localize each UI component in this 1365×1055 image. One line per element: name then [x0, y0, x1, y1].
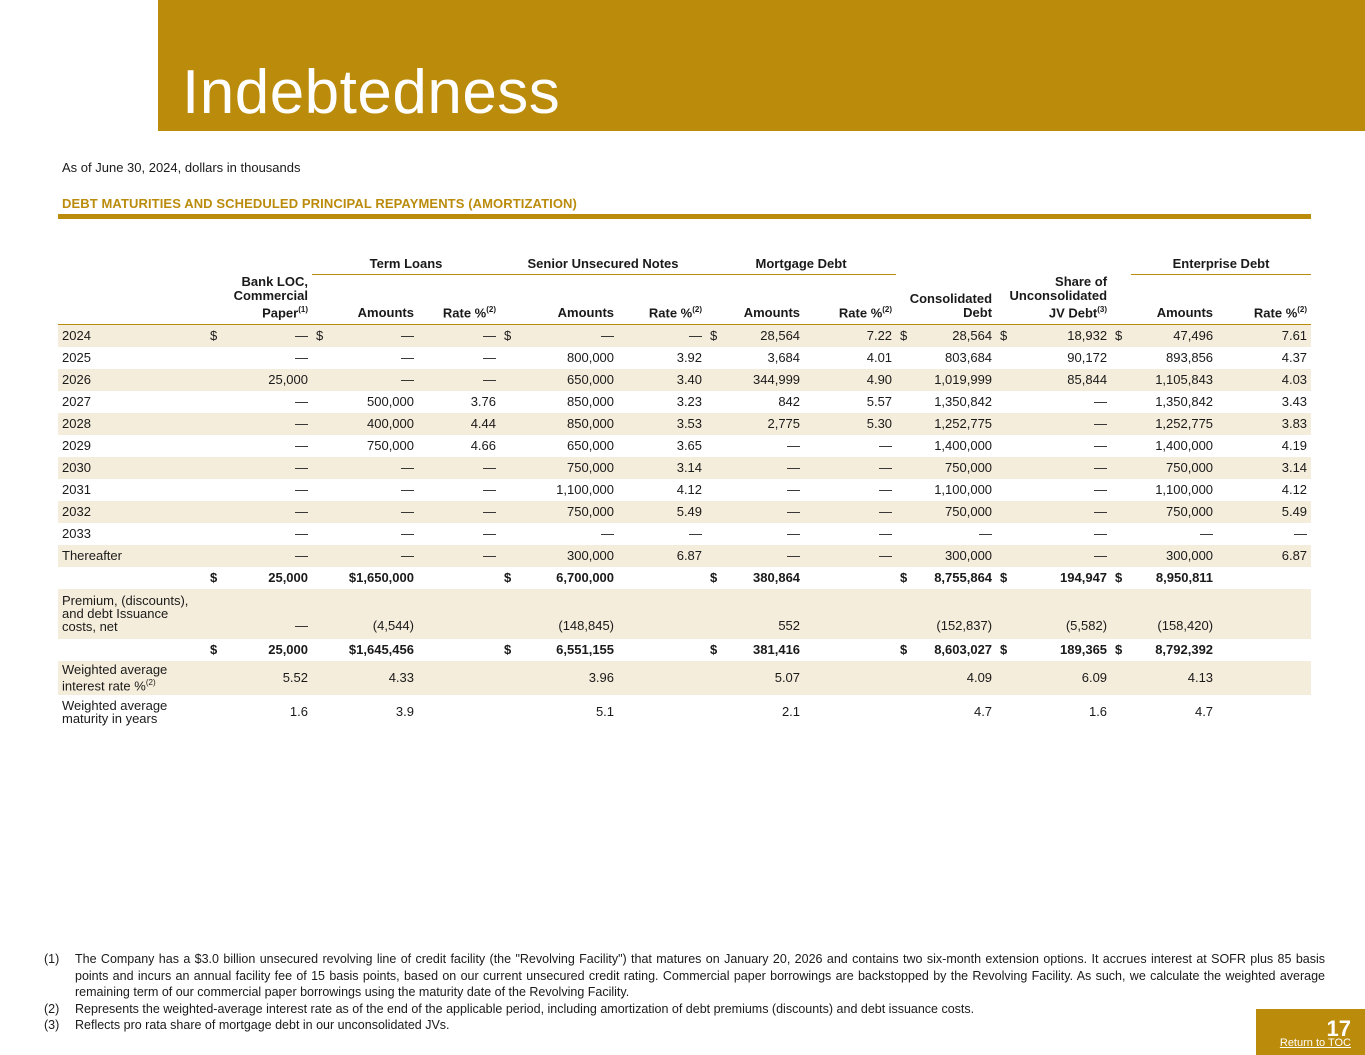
- table-cell: 7.61: [1217, 324, 1311, 347]
- table-cell: 7.22: [804, 324, 896, 347]
- row-label: Weighted average maturity in years: [62, 697, 168, 726]
- table-cell: 4.12: [676, 482, 703, 498]
- footnotes: [44, 951, 1325, 1034]
- table-cell: 28,564: [916, 324, 996, 347]
- table-cell: 750,000: [1131, 501, 1217, 523]
- table-cell: 3.14: [1217, 457, 1311, 479]
- table-cell: —: [295, 394, 308, 410]
- col-notes-rate: Rate %$^{(2)}$: [618, 275, 706, 325]
- row-label: 2027: [62, 394, 91, 410]
- table-cell: —: [418, 324, 500, 347]
- table-cell: 85,844: [1016, 369, 1111, 391]
- table-cell: —: [726, 501, 804, 523]
- table-cell: 3,684: [767, 350, 801, 366]
- row-label: Premium, (discounts), and debt Issuance costs, net: [58, 589, 206, 639]
- row-label: 2031: [62, 482, 91, 498]
- table-cell: —: [804, 545, 896, 567]
- table-cell: —: [295, 482, 308, 498]
- table-cell: 3.43: [1281, 394, 1308, 410]
- table-cell: 1,100,000: [1155, 482, 1214, 498]
- table-cell: —: [787, 526, 801, 542]
- table-cell: —: [879, 482, 893, 498]
- group-enterprise-debt: Enterprise Debt: [1131, 249, 1311, 275]
- table-cell: —: [726, 545, 804, 567]
- table-cell: 1,019,999: [916, 369, 996, 391]
- totals-row: $ 25,000 $1,650,000 $ 6,700,000 $ 380,864 $ 8,755,864 $ 194,947 $ 8,950,811: [210, 570, 1214, 586]
- table-cell: —: [401, 350, 414, 366]
- table-cell: $: [1111, 324, 1131, 347]
- table-cell: 28,564: [726, 324, 804, 347]
- table-cell: —: [418, 369, 500, 391]
- table-cell: $: [996, 324, 1016, 347]
- table-cell: 803,684: [945, 350, 993, 366]
- table-cell: —: [1294, 526, 1308, 542]
- table-row: [58, 391, 1311, 413]
- table-row: [58, 457, 1311, 479]
- table-cell: $: [896, 324, 916, 347]
- table-cell: 750,000: [367, 438, 414, 454]
- col-enterprise-rate: Rate %$^{(2)}$: [1217, 275, 1311, 325]
- table-cell: 2,775: [726, 413, 804, 435]
- table-cell: 1,350,842: [934, 394, 993, 410]
- col-mortgage-amounts: Amounts: [706, 275, 804, 325]
- net-total-row: $ 25,000 $1,645,456 $ 6,551,155 $ 381,416 $ 8,603,027 $ 189,365 $ 8,792,392: [210, 642, 1214, 658]
- table-cell: 5.49: [618, 501, 706, 523]
- table-cell: —: [1016, 413, 1111, 435]
- table-row: [58, 324, 1311, 347]
- table-row: [58, 523, 1311, 545]
- table-cell: 850,000: [567, 394, 615, 410]
- table-cell: 47,496: [1131, 324, 1217, 347]
- table-cell: 400,000: [332, 413, 418, 435]
- table-cell: —: [295, 350, 308, 366]
- table-cell: —: [787, 482, 801, 498]
- return-to-toc-link[interactable]: Return to TOC: [1279, 1037, 1351, 1049]
- table-cell: —: [804, 457, 896, 479]
- table-cell: —: [618, 324, 706, 347]
- table-cell: 300,000: [520, 545, 618, 567]
- table-cell: 6.87: [1217, 545, 1311, 567]
- row-label: Thereafter: [58, 545, 206, 567]
- table-cell: —: [332, 501, 418, 523]
- table-row: [58, 479, 1311, 501]
- table-cell: —: [1016, 501, 1111, 523]
- group-senior-notes: Senior Unsecured Notes: [500, 249, 706, 275]
- col-term-amounts: Amounts: [312, 275, 418, 325]
- col-consolidated-debt: Consolidated Debt: [896, 275, 996, 325]
- group-mortgage-debt: Mortgage Debt: [706, 249, 896, 275]
- table-cell: —: [1016, 457, 1111, 479]
- row-label: 2030: [58, 457, 206, 479]
- table-cell: $: [206, 324, 226, 347]
- table-cell: 750,000: [1131, 457, 1217, 479]
- table-cell: 3.40: [618, 369, 706, 391]
- table-cell: 3.92: [676, 350, 703, 366]
- table-cell: 4.37: [1281, 350, 1308, 366]
- section-title: DEBT MATURITIES AND SCHEDULED PRINCIPAL REPAYMENTS (AMORTIZATION): [62, 196, 577, 211]
- table-cell: 6.87: [618, 545, 706, 567]
- row-label: 2029: [62, 438, 91, 454]
- table-cell: 1,400,000: [1155, 438, 1214, 454]
- table-cell: 3.83: [1217, 413, 1311, 435]
- group-header-row: [58, 249, 1311, 275]
- table-cell: —: [483, 526, 497, 542]
- row-label: 2033: [62, 526, 91, 542]
- row-label: 2024: [58, 324, 206, 347]
- table-cell: 4.12: [1281, 482, 1308, 498]
- debt-maturities-table: [58, 249, 1311, 729]
- table-cell: —: [689, 526, 703, 542]
- table-cell: 1,252,775: [916, 413, 996, 435]
- table-cell: 1,100,000: [556, 482, 615, 498]
- footnote-1: (1) The Company has a $3.0 billion unsecured revolving line of credit facility (the "Revolving Facility") that matures on January 20, 2026 and contains two six-month extension options. It accrues interest at SOFR plus 85 basis points and incurs an annual facility fee of 15 basis points, based on our current unsecured credit rating. Commercial paper borrowings are backstopped by the Revolving Facility. As such, we calculate the weighted average remaining term of our commercial paper borrowings using the maturity date of the Revolving Facility.: [44, 952, 1325, 999]
- weighted-rate-row: Weighted average interest rate %$^{(2)}$ 5.52 4.33 3.96 5.07 4.09 6.09 4.13: [58, 661, 1311, 695]
- page-number-box: [1256, 1009, 1365, 1055]
- table-cell: 300,000: [1131, 545, 1217, 567]
- table-row: [58, 413, 1311, 435]
- table-cell: $: [312, 324, 332, 347]
- table-cell: $: [706, 324, 726, 347]
- table-cell: —: [879, 526, 893, 542]
- row-label: Weighted average interest rate %$^{(2)}$: [58, 661, 206, 695]
- footnote-3: (3) Reflects pro rata share of mortgage debt in our unconsolidated JVs.: [44, 1018, 450, 1032]
- table-cell: 90,172: [1067, 350, 1108, 366]
- table-cell: 893,856: [1166, 350, 1214, 366]
- table-cell: —: [332, 324, 418, 347]
- table-cell: 5.30: [804, 413, 896, 435]
- table-cell: 4.90: [804, 369, 896, 391]
- table-cell: —: [226, 501, 312, 523]
- table-cell: —: [295, 526, 308, 542]
- table-cell: 1,252,775: [1131, 413, 1217, 435]
- table-cell: —: [726, 457, 804, 479]
- table-row: [58, 435, 1311, 457]
- row-label: 2025: [62, 350, 91, 366]
- table-cell: —: [483, 350, 497, 366]
- table-cell: —: [332, 545, 418, 567]
- table-row: [58, 369, 1311, 391]
- table-cell: 1,105,843: [1131, 369, 1217, 391]
- table-cell: 750,000: [916, 501, 996, 523]
- footnote-2: (2) Represents the weighted-average interest rate as of the end of the applicable period, including amortization of debt premiums (discounts) and debt issuance costs.: [44, 1001, 975, 1016]
- table-cell: 300,000: [916, 545, 996, 567]
- table-cell: 4.44: [418, 413, 500, 435]
- col-bank-loc: Bank LOC, Commercial Paper$^{(1)}$: [206, 275, 312, 325]
- table-cell: 5.57: [866, 394, 893, 410]
- table-cell: 750,000: [916, 457, 996, 479]
- table-cell: 1,400,000: [934, 438, 993, 454]
- table-cell: 4.19: [1281, 438, 1308, 454]
- table-cell: —: [332, 457, 418, 479]
- table-cell: —: [226, 324, 312, 347]
- table-cell: 650,000: [567, 438, 615, 454]
- table-cell: 650,000: [520, 369, 618, 391]
- premium-row: Premium, (discounts), and debt Issuance costs, net — (4,544) (148,845) 552 (152,837) (5,582) (158,420): [58, 589, 1311, 639]
- table-cell: —: [787, 438, 801, 454]
- table-cell: —: [332, 369, 418, 391]
- table-cell: —: [1200, 526, 1214, 542]
- table-cell: 1,350,842: [1155, 394, 1214, 410]
- table-cell: —: [1094, 482, 1108, 498]
- table-cell: 1,100,000: [934, 482, 993, 498]
- page-title: Indebtedness: [182, 58, 561, 127]
- table-cell: 3.53: [618, 413, 706, 435]
- col-term-rate: Rate %$^{(2)}$: [418, 275, 500, 325]
- title-banner: [158, 0, 1365, 131]
- table-cell: —: [418, 457, 500, 479]
- table-cell: —: [418, 545, 500, 567]
- table-cell: 4.01: [866, 350, 893, 366]
- col-enterprise-amounts: Amounts: [1111, 275, 1217, 325]
- table-cell: 500,000: [367, 394, 414, 410]
- table-cell: —: [226, 413, 312, 435]
- table-cell: —: [401, 482, 414, 498]
- col-notes-amounts: Amounts: [500, 275, 618, 325]
- table-cell: 800,000: [567, 350, 615, 366]
- table-cell: 3.76: [470, 394, 497, 410]
- table-cell: 842: [778, 394, 801, 410]
- table-cell: 5.49: [1217, 501, 1311, 523]
- page-number: 17: [1326, 1016, 1351, 1041]
- table-cell: —: [979, 526, 993, 542]
- table-cell: —: [879, 438, 893, 454]
- row-label: 2028: [58, 413, 206, 435]
- table-cell: —: [804, 501, 896, 523]
- table-cell: $: [500, 324, 520, 347]
- table-cell: 850,000: [520, 413, 618, 435]
- table-cell: —: [418, 501, 500, 523]
- table-cell: —: [1094, 526, 1108, 542]
- table-cell: 25,000: [226, 369, 312, 391]
- table-cell: 3.23: [676, 394, 703, 410]
- table-cell: —: [1094, 394, 1108, 410]
- table-row: [58, 545, 1311, 567]
- table-cell: —: [483, 482, 497, 498]
- table-cell: —: [226, 545, 312, 567]
- table-cell: 3.14: [618, 457, 706, 479]
- group-term-loans: Term Loans: [312, 249, 500, 275]
- table-cell: —: [1016, 545, 1111, 567]
- table-cell: —: [1094, 438, 1108, 454]
- table-cell: 344,999: [726, 369, 804, 391]
- table-cell: 3.65: [676, 438, 703, 454]
- row-label: 2026: [58, 369, 206, 391]
- table-cell: 4.66: [470, 438, 497, 454]
- table-cell: 750,000: [520, 501, 618, 523]
- table-cell: 18,932: [1016, 324, 1111, 347]
- table-cell: —: [520, 324, 618, 347]
- table-cell: 750,000: [520, 457, 618, 479]
- column-header-row: [58, 275, 1311, 325]
- col-mortgage-rate: Rate %$^{(2)}$: [804, 275, 896, 325]
- table-cell: —: [601, 526, 615, 542]
- table-cell: 4.03: [1217, 369, 1311, 391]
- section-divider: [58, 214, 1311, 219]
- table-cell: —: [295, 438, 308, 454]
- table-cell: —: [401, 526, 414, 542]
- row-label: 2032: [58, 501, 206, 523]
- weighted-maturity-row: Weighted average maturity in years 1.6 3.9 5.1 2.1 4.7 1.6 4.7: [58, 695, 1311, 729]
- page-subtitle: As of June 30, 2024, dollars in thousands: [62, 160, 301, 175]
- table-cell: —: [226, 457, 312, 479]
- table-row: [58, 347, 1311, 369]
- col-share-unconsolidated: Share of Unconsolidated JV Debt$^{(3)}$: [996, 275, 1111, 325]
- table-row: [58, 501, 1311, 523]
